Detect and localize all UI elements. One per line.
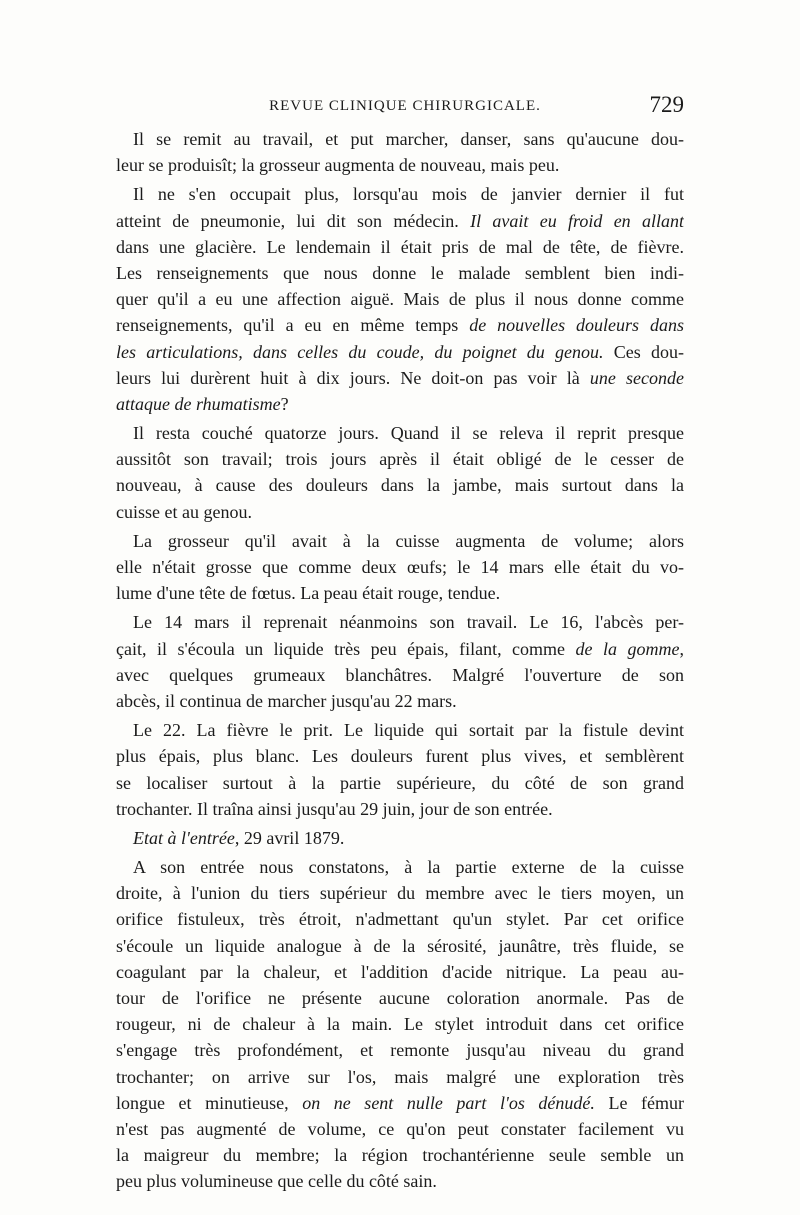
line-text: A son entrée nous constatons, à la partie externe de la cuisse bbox=[133, 857, 684, 878]
line-italic: les articulations, dans celles du coude, du poignet du genou. bbox=[116, 341, 604, 362]
text-line bbox=[116, 1142, 684, 1168]
text-line bbox=[116, 126, 684, 152]
line-italic: attaque de rhumatisme bbox=[116, 393, 281, 414]
line-text: la maigreur du membre; la région trochantérienne seule semble un bbox=[116, 1145, 684, 1166]
line-text: elle n'était grosse que comme deux œufs; le 14 mars elle était du vo- bbox=[116, 557, 684, 577]
text-line bbox=[116, 391, 684, 417]
text-line bbox=[116, 446, 684, 472]
line-text: plus épais, plus blanc. Les douleurs furent plus vives, et semblèrent bbox=[116, 746, 684, 767]
line-text: longue et minutieuse, bbox=[116, 1092, 289, 1113]
text-line bbox=[116, 181, 684, 207]
line-italic: de nouvelles douleurs dans bbox=[469, 315, 684, 336]
line-text: dans une glacière. Le lendemain il était pris de mal de tête, de fièvre. bbox=[116, 236, 684, 257]
line-text: Les renseignements que nous donne le malade semblent bien indi- bbox=[116, 262, 684, 283]
line-text: droite, à l'union du tiers supérieur du membre avec le tiers moyen, un bbox=[116, 883, 684, 904]
line-text: rougeur, ni de chaleur à la main. Le stylet introduit dans cet orifice bbox=[116, 1014, 684, 1035]
line-text: coagulant par la chaleur, et l'addition d'acide nitrique. La peau au- bbox=[116, 961, 684, 982]
line-after: Le fémur bbox=[594, 1092, 684, 1113]
line-text: leurs lui durèrent huit à dix jours. Ne doit-on pas voir là bbox=[116, 367, 580, 388]
text-line bbox=[116, 528, 684, 554]
text-line bbox=[116, 234, 684, 260]
line-italic: on ne sent nulle part l'os dénudé. bbox=[302, 1092, 595, 1113]
text-line bbox=[116, 1168, 684, 1194]
text-line bbox=[116, 286, 684, 312]
line-text: Il resta couché quatorze jours. Quand il se releva il reprit presque bbox=[133, 423, 684, 444]
line-text: tour de l'orifice ne présente aucune coloration anormale. Pas de bbox=[116, 988, 684, 1008]
line-italic: de la gomme bbox=[575, 638, 680, 659]
line-text: abcès, il continua de marcher jusqu'au 22 mars. bbox=[116, 690, 457, 711]
line-text: cuisse et au genou. bbox=[116, 501, 252, 522]
text-line bbox=[116, 1116, 684, 1142]
line-text: leur se produisît; la grosseur augmenta de nouveau, mais peu. bbox=[116, 155, 560, 176]
text-line bbox=[116, 688, 684, 714]
text-line bbox=[116, 208, 684, 234]
line-text: Le 14 mars il reprenait néanmoins son travail. Le 16, l'abcès per- bbox=[133, 612, 684, 633]
line-text: trochanter. Il traîna ainsi jusqu'au 29 juin, jour de son entrée. bbox=[116, 798, 553, 819]
line-text: atteint de pneumonie, lui dit son médecin. bbox=[116, 210, 459, 231]
line-text: s'écoule un liquide analogue à de la sérosité, jaunâtre, très fluide, se bbox=[116, 935, 684, 956]
line-text: n'est pas augmenté de volume, ce qu'on peut constater facilement vu bbox=[116, 1118, 684, 1139]
line-after: , 29 avril 1879. bbox=[234, 827, 345, 848]
line-text: aussitôt son travail; trois jours après il était obligé de le cesser de bbox=[116, 449, 684, 470]
line-text: renseignements, qu'il a eu en même temps bbox=[116, 315, 459, 336]
line-text: Le 22. La fièvre le prit. Le liquide qui sortait par la fistule devint bbox=[133, 720, 684, 741]
text-line bbox=[116, 770, 684, 796]
line-text: quer qu'il a eu une affection aiguë. Mais de plus il nous donne comme bbox=[116, 289, 684, 310]
text-line bbox=[116, 339, 684, 365]
line-text: trochanter; on arrive sur l'os, mais malgré une exploration très bbox=[116, 1066, 684, 1087]
text-line bbox=[116, 880, 684, 906]
line-text: s'engage très profondément, et remonte jusqu'au niveau du grand bbox=[116, 1040, 684, 1061]
line-italic: Etat à l'entrée bbox=[133, 827, 235, 848]
line-text: orifice fistuleux, très étroit, n'admettant qu'un stylet. Par cet orifice bbox=[116, 909, 684, 930]
text-line bbox=[116, 985, 684, 1011]
line-text: Il se remit au travail, et put marcher, danser, sans qu'aucune dou- bbox=[133, 129, 684, 149]
text-line bbox=[116, 365, 684, 391]
line-italic: Il avait eu froid en allant bbox=[470, 210, 684, 231]
text-line bbox=[116, 959, 684, 985]
text-line bbox=[116, 580, 684, 606]
text-line bbox=[116, 636, 684, 662]
page-number: 729 bbox=[649, 92, 684, 117]
text-line bbox=[116, 662, 684, 688]
body-text bbox=[116, 126, 684, 1195]
line-after: Ces dou- bbox=[603, 341, 684, 362]
running-head bbox=[116, 92, 684, 122]
line-text: çait, il s'écoula un liquide très peu épais, filant, comme bbox=[116, 638, 566, 659]
line-text: lume d'une tête de fœtus. La peau était rouge, tendue. bbox=[116, 583, 501, 604]
line-text: se localiser surtout à la partie supérieure, du côté de son grand bbox=[116, 772, 684, 793]
text-line bbox=[116, 1064, 684, 1090]
text-line bbox=[116, 472, 684, 498]
text-line bbox=[116, 1011, 684, 1037]
text-line bbox=[116, 854, 684, 880]
line-text: Il ne s'en occupait plus, lorsqu'au mois de janvier dernier il fut bbox=[133, 184, 684, 205]
line-after: , bbox=[679, 638, 684, 659]
text-line bbox=[116, 743, 684, 769]
text-line bbox=[116, 1037, 684, 1063]
text-line bbox=[116, 152, 684, 178]
text-line bbox=[116, 906, 684, 932]
line-text: La grosseur qu'il avait à la cuisse augmenta de volume; alors bbox=[133, 530, 684, 551]
text-line bbox=[116, 312, 684, 338]
text-line bbox=[116, 825, 684, 851]
line-italic: une seconde bbox=[589, 367, 684, 388]
text-line bbox=[116, 260, 684, 286]
text-line bbox=[116, 796, 684, 822]
line-after: ? bbox=[280, 393, 289, 414]
text-line bbox=[116, 554, 684, 580]
text-line bbox=[116, 1090, 684, 1116]
running-title: REVUE CLINIQUE CHIRURGICALE. bbox=[269, 98, 541, 114]
text-line bbox=[116, 420, 684, 446]
line-text: nouveau, à cause des douleurs dans la jambe, mais surtout dans la bbox=[116, 475, 684, 496]
text-line bbox=[116, 499, 684, 525]
text-line bbox=[116, 717, 684, 743]
text-line bbox=[116, 933, 684, 959]
line-text: avec quelques grumeaux blanchâtres. Malgré l'ouverture de son bbox=[116, 664, 684, 685]
text-line bbox=[116, 609, 684, 635]
line-text: peu plus volumineuse que celle du côté sain. bbox=[116, 1171, 437, 1192]
